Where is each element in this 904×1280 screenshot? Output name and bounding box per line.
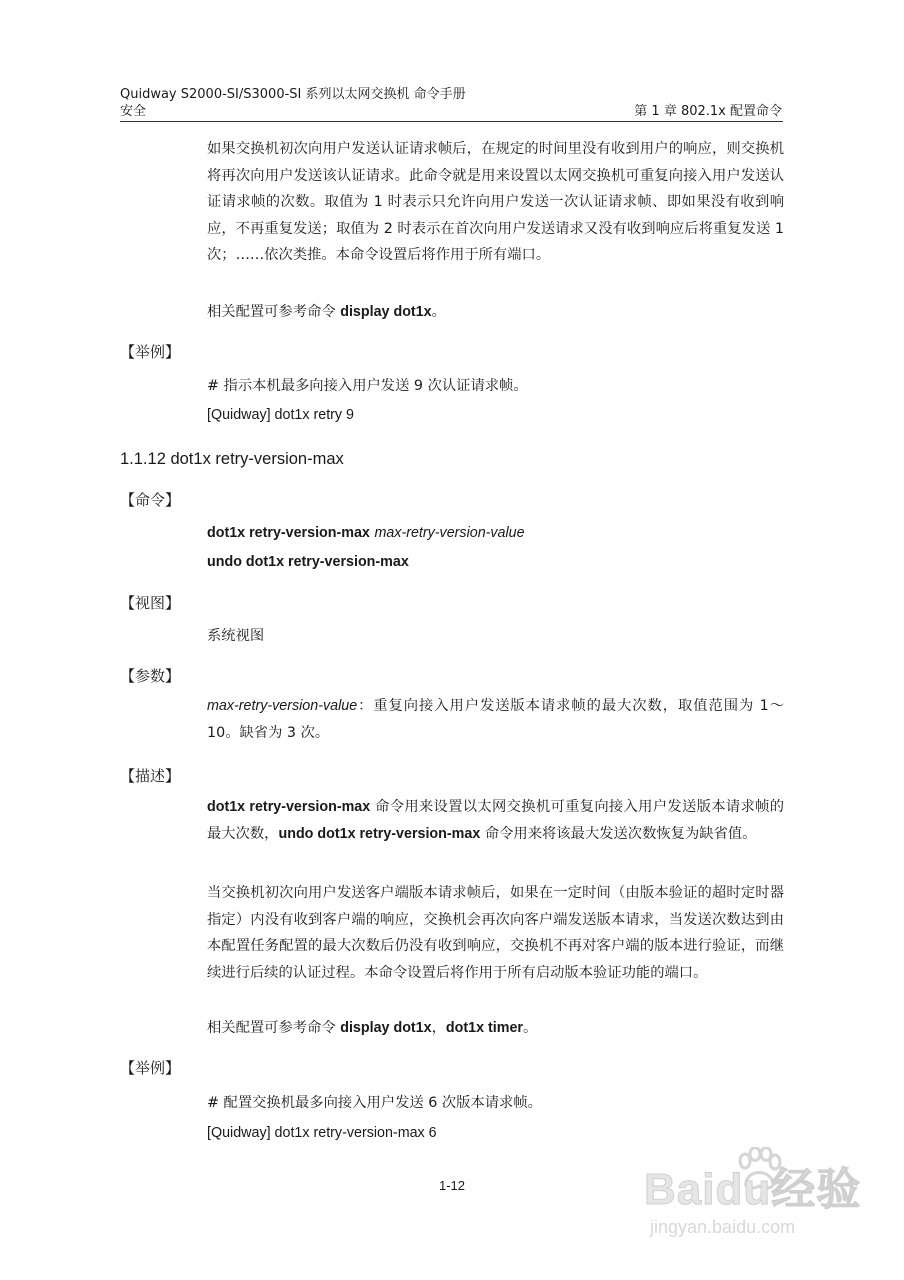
baidu-watermark	[644, 1143, 874, 1263]
undo-command-syntax	[207, 552, 409, 572]
example-command: [Quidway] dot1x retry 9	[207, 407, 355, 423]
parameter-name: max-retry-version-value	[207, 698, 358, 714]
command-argument: max-retry-version-value	[374, 525, 525, 541]
command-keyword: dot1x retry-version-max	[207, 525, 370, 541]
related-suffix: 。	[431, 304, 446, 320]
example-command-2: [Quidway] dot1x retry-version-max 6	[207, 1125, 437, 1141]
related-prefix: 相关配置可参考命令	[207, 1020, 341, 1036]
retry-description: 如果交换机初次向用户发送认证请求帧后，在规定的时间里没有收到用户的响应，则交换机将再次向用户发送该认证请求。此命令就是用来设置以太网交换机可重复向接入用户发送认证请求帧的次数。取值为 1 时表示只允许向用户发送一次认证请求帧、即如果没有收到响应，不再重复发送；取值为 2 时表示在首次向用户发送请求又没有收到响应后将重复发送 1 次；……依次类推。本命令设置后将作用于所有端口。	[207, 141, 784, 263]
related-command-b: dot1x timer	[445, 1020, 523, 1036]
watermark-logo: Baidu经验	[644, 1165, 862, 1214]
description-paragraph-1	[207, 794, 784, 847]
parameter-description	[207, 693, 784, 746]
related-command-a: display dot1x	[340, 1020, 432, 1036]
example-label-2: 【举例】	[120, 1059, 181, 1077]
parameter-label: 【参数】	[120, 667, 181, 685]
description-label: 【描述】	[120, 767, 181, 785]
related-separator: ，	[431, 1020, 446, 1036]
related-commands	[207, 1018, 537, 1038]
watermark-url: jingyan.baidu.com	[650, 1217, 796, 1237]
example-comment-2: # 配置交换机最多向接入用户发送 6 次版本请求帧。	[207, 1095, 542, 1111]
related-command: display dot1x	[340, 304, 432, 320]
section-heading: 1.1.12 dot1x retry-version-max	[120, 450, 344, 468]
command-syntax	[207, 523, 525, 543]
view-label: 【视图】	[120, 594, 181, 612]
description-command-b: undo dot1x retry-version-max	[278, 825, 481, 842]
example-comment: # 指示本机最多向接入用户发送 9 次认证请求帧。	[207, 378, 528, 394]
description-paragraph-2: 当交换机初次向用户发送客户端版本请求帧后，如果在一定时间（由版本验证的超时定时器指定）内没有收到客户端的响应，交换机会再次向客户端发送版本请求，当发送次数达到由本配置任务配置的最大次数后仍没有收到响应，交换机不再对客户端的版本进行验证，而继续进行后续的认证过程。本命令设置后将作用于所有启动版本验证功能的端口。	[207, 885, 784, 981]
running-header-product: Quidway S2000-SI/S3000-SI 系列以太网交换机 命令手册	[120, 87, 466, 102]
header-rule	[120, 121, 783, 122]
view-value: 系统视图	[207, 628, 265, 644]
running-header-chapter: 第 1 章 802.1x 配置命令	[634, 104, 782, 119]
running-header-section: 安全	[120, 104, 147, 119]
undo-command-keyword: undo dot1x retry-version-max	[207, 554, 409, 570]
parameter-text: ：重复向接入用户发送版本请求帧的最大次数，取值范围为 1～10。缺省为 3 次。	[207, 698, 784, 741]
example-label: 【举例】	[120, 343, 181, 361]
description-text-a: 命令用来设置以太网交换机可重复向接入用户发送版本请求帧的最大次数，	[207, 799, 785, 842]
related-prefix: 相关配置可参考命令	[207, 304, 341, 320]
retry-related	[207, 302, 446, 322]
description-command-a: dot1x retry-version-max	[207, 799, 371, 815]
related-suffix: 。	[522, 1020, 538, 1036]
description-text-b: 命令用来将该最大发送次数恢复为缺省值。	[480, 825, 757, 842]
page-number: 1-12	[438, 1178, 466, 1193]
command-label: 【命令】	[120, 491, 181, 509]
